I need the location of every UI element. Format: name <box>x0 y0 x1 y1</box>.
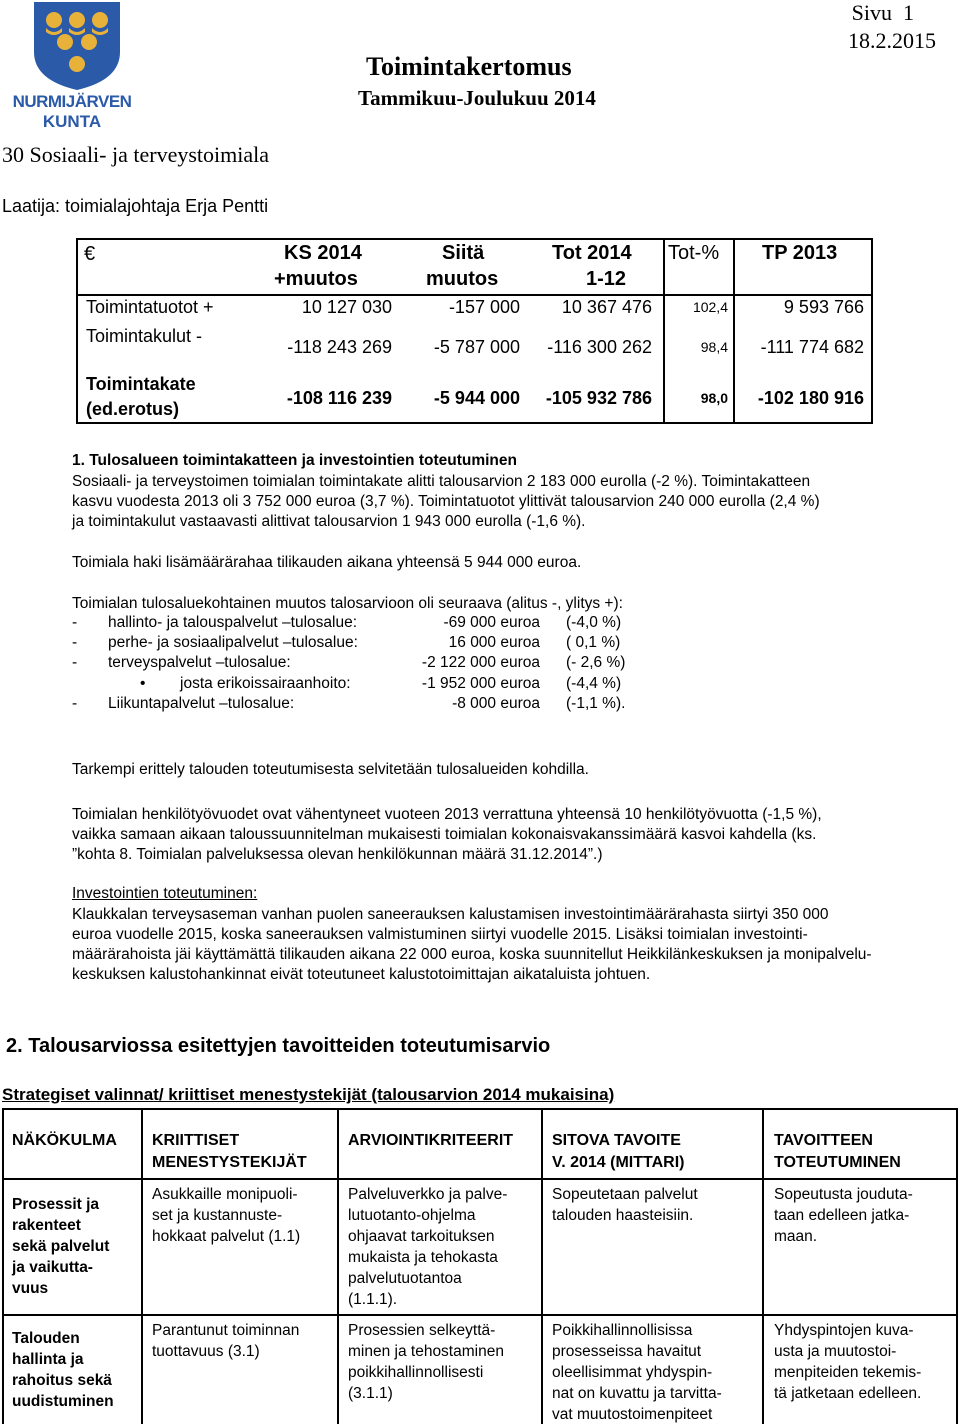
list-item-amount: 16 000 euroa <box>448 634 540 651</box>
cell-line: ohjaavat tarkoituksen <box>348 1228 495 1245</box>
table-cell <box>12 1328 114 1412</box>
author-line: Laatija: toimialajohtaja Erja Pentti <box>2 196 269 216</box>
cell-line: Prosessien selkeyttä- <box>348 1322 496 1339</box>
col-header-line: KRIITTISET <box>152 1132 240 1149</box>
list-item-label: perhe- ja sosiaalipalvelut –tulosalue: <box>108 634 358 651</box>
header-ks: KS 2014 <box>284 242 362 264</box>
table-cell <box>12 1194 109 1299</box>
cell-line: nat on kuvattu ja tarvitta- <box>552 1385 722 1402</box>
section1-p5-line1: Toimialan henkilötyövuodet ovat vähentyneet vuoteen 2013 verrattuna yhteensä 10 henkilötyövuotta (-1,5 %), <box>72 806 822 823</box>
cell-line: Prosessit ja <box>12 1196 100 1213</box>
cell-line: palvelutuotantoa <box>348 1270 462 1287</box>
section1-p1-line3: ja toimintakulut vastaavasti alittivat talousarvion 1 943 000 eurolla (-1,6 %). <box>72 513 586 530</box>
section1-p1-line2: kasvu vuodesta 2013 oli 3 752 000 euroa (3,7 %). Toimintatuotot ylittivät talousarvion 240 000 eurolla (2,4 %) <box>72 493 820 510</box>
list-item-amount: -2 122 000 euroa <box>421 654 540 671</box>
cell-line: Poikkihallinnollisissa <box>552 1322 693 1339</box>
section1-p2: Toimiala haki lisämäärärahaa tilikauden aikana yhteensä 5 944 000 euroa. <box>72 554 582 571</box>
list-item-dash: - <box>72 634 78 651</box>
cell-line: lutuotanto-ohjelma <box>348 1207 476 1224</box>
cell-line: prosesseissa havaitut <box>552 1343 702 1360</box>
cell-line: sekä palvelut <box>12 1238 110 1255</box>
list-item-pct: (-1,1 %). <box>566 695 626 712</box>
row-ks: -118 243 269 <box>287 337 392 357</box>
list-item-label: hallinto- ja talouspalvelut –tulosalue: <box>108 614 358 631</box>
row-siita: -5 787 000 <box>433 337 520 357</box>
list-item-dash: - <box>72 654 78 671</box>
col-header <box>348 1130 513 1152</box>
row-pct: 98,4 <box>700 339 728 355</box>
page-label: Sivu <box>851 0 892 25</box>
list-item-label: Liikuntapalvelut –tulosalue: <box>108 695 295 712</box>
cell-line: vuus <box>12 1280 49 1297</box>
cell-line: talouden haasteisiin. <box>552 1207 694 1224</box>
cell-line: Sopeutusta jouduta- <box>774 1186 913 1203</box>
list-item-pct: (- 2,6 %) <box>566 654 626 671</box>
report-date: 18.2.2015 <box>848 28 936 53</box>
cell-line: set ja kustannuste- <box>152 1207 283 1224</box>
cell-line: uudistuminen <box>12 1393 114 1410</box>
section1-p5-line2: vaikka samaan aikaan taloussuunnitelman mukaisesti toimialan kokonaisvakanssimäärä kasvoi kahdella (ks. <box>72 826 817 843</box>
col-header-line: TOTEUTUMINEN <box>774 1154 901 1171</box>
logo-text-name: NURMIJÄRVEN <box>12 92 132 111</box>
cell-line: Asukkaille monipuoli- <box>152 1186 298 1203</box>
row-ks: 10 127 030 <box>301 297 392 317</box>
cell-line: tuottavuus (3.1) <box>152 1343 260 1360</box>
row-pct: 102,4 <box>692 299 728 315</box>
list-item-amount: -1 952 000 euroa <box>421 675 540 692</box>
list-item-label: josta erikoissairaanhoito: <box>180 675 351 692</box>
row-ks: -108 116 239 <box>286 388 392 408</box>
list-item-pct: (-4,0 %) <box>566 614 622 631</box>
col-header <box>774 1130 901 1174</box>
header-tot: Tot 2014 <box>552 242 632 264</box>
strategic-heading: Strategiset valinnat/ kriittiset menestystekijät (talousarvion 2014 mukaisina) <box>2 1085 615 1104</box>
list-item-pct: ( 0,1 %) <box>566 634 621 651</box>
cell-line: minen ja tehostaminen <box>348 1343 504 1360</box>
col-header-line: TAVOITTEEN <box>774 1132 873 1149</box>
cell-line: taan edelleen jatka- <box>774 1207 910 1224</box>
logo-text-kunta: KUNTA <box>42 112 102 131</box>
cell-line: rahoitus sekä <box>12 1372 112 1389</box>
section1-p6-line2: euroa vuodelle 2015, koska saneerauksen valmistuminen siirtyi vuodelle 2015. Lisäksi toimialan investointi- <box>72 926 808 943</box>
page-title: Toimintakertomus <box>366 52 572 81</box>
cell-line: (3.1.1) <box>348 1385 393 1402</box>
col-header-line: MENESTYSTEKIJÄT <box>152 1154 307 1171</box>
municipality-logo <box>8 0 136 132</box>
list-item-dash: - <box>72 695 78 712</box>
cell-line: hallinta ja <box>12 1351 84 1368</box>
cell-line: ja vaikutta- <box>12 1259 93 1276</box>
section1-p3: Toimialan tulosaluekohtainen muutos talosarvioon oli seuraava (alitus -, ylitys +): <box>72 595 623 612</box>
header-ks-sub: +muutos <box>274 268 358 290</box>
col-header-line: NÄKÖKULMA <box>12 1132 117 1149</box>
cell-line: Sopeutetaan palvelut <box>552 1186 698 1203</box>
section1-heading: 1. Tulosalueen toimintakatteen ja investointien toteutuminen <box>72 452 517 469</box>
section1-p6-line1: Klaukkalan terveysaseman vanhan puolen saneerauksen kalustamisen investointimäärärahasta siirtyi 350 000 <box>72 906 829 923</box>
cell-line: usta ja muutostoi- <box>774 1343 897 1360</box>
table-cell <box>152 1320 299 1362</box>
cell-line: hokkaat palvelut (1.1) <box>152 1228 301 1245</box>
col-header-line: SITOVA TAVOITE <box>552 1132 681 1149</box>
header-tot-sub: 1-12 <box>586 268 627 290</box>
cell-line: poikkihallinnollisesti <box>348 1364 484 1381</box>
table-cell <box>774 1320 921 1404</box>
page-subtitle: Tammikuu-Joulukuu 2014 <box>358 86 596 110</box>
table-cell <box>552 1320 722 1425</box>
list-item-dash: - <box>72 614 78 631</box>
cell-line: (1.1.1). <box>348 1291 398 1308</box>
cell-line: Parantunut toiminnan <box>152 1322 300 1339</box>
col-header-line: V. 2014 (MITTARI) <box>552 1154 685 1171</box>
cell-line: menpiteiden tekemis- <box>774 1364 922 1381</box>
cell-line: rakenteet <box>12 1217 81 1234</box>
row-label: Toimintakulut - <box>86 326 203 346</box>
cell-line: tä jatketaan edelleen. <box>774 1385 922 1402</box>
list-item-pct: (-4,4 %) <box>566 675 622 692</box>
table-cell <box>152 1184 300 1247</box>
row-siita: -157 000 <box>448 297 520 317</box>
header-pct: Tot-% <box>668 242 720 264</box>
col-header <box>552 1130 684 1174</box>
list-item-label: terveyspalvelut –tulosalue: <box>108 654 291 671</box>
row-label: Toimintakate <box>86 374 196 394</box>
cell-line: oleellisimmat yhdyspin- <box>552 1364 713 1381</box>
investments-heading: Investointien toteutuminen: <box>72 885 258 902</box>
cell-line: Palveluverkko ja palve- <box>348 1186 508 1203</box>
row-label: Toimintatuotot + <box>86 297 214 317</box>
header-siita: Siitä <box>442 242 485 264</box>
page-indicator <box>852 0 914 26</box>
cell-line: Yhdyspintojen kuva- <box>774 1322 914 1339</box>
section1-p6-line4: keskuksen kalustohankinnat eivät toteutuneet kalustotoimittajan aikataluista johtuen. <box>72 966 651 983</box>
cell-line: Talouden <box>12 1330 80 1347</box>
col-header <box>152 1130 307 1174</box>
row-tp: -102 180 916 <box>757 388 864 408</box>
row-siita: -5 944 000 <box>433 388 520 408</box>
section1-p1-line1: Sosiaali- ja terveystoimen toimialan toimintakate alitti talousarvion 2 183 000 eurolla (-2 %). Toimintakatteen <box>72 473 811 490</box>
row-tp: -111 774 682 <box>760 337 864 357</box>
section1-p6-line3: määrärahoista jäi käyttämättä tilikauden aikana 22 000 euroa, koska suunnitellut Heikkilänkeskuksen ja monipalvelu- <box>72 946 872 963</box>
table-cell <box>552 1184 698 1226</box>
col-header <box>12 1130 117 1152</box>
list-item-amount: -69 000 euroa <box>443 614 540 631</box>
table-cell <box>348 1320 504 1404</box>
header-siita-sub: muutos <box>426 268 499 290</box>
section1-p4: Tarkempi erittely talouden toteutumisesta selvitetään tulosalueiden kohdilla. <box>72 761 589 778</box>
page-number: 1 <box>903 0 914 25</box>
cell-line: mukaista ja tehokasta <box>348 1249 498 1266</box>
row-tot: -116 300 262 <box>547 337 652 357</box>
row-tot: -105 932 786 <box>545 388 652 408</box>
table-cell <box>774 1184 913 1247</box>
section1-p5-line3: ”kohta 8. Toimialan palveluksessa olevan henkilökunnan määrä 31.12.2014”.) <box>72 846 603 863</box>
row-tp: 9 593 766 <box>783 297 864 317</box>
row-tot: 10 367 476 <box>561 297 652 317</box>
col-header-line: ARVIOINTIKRITEERIT <box>348 1132 514 1149</box>
coat-of-arms-icon <box>32 0 122 92</box>
list-item-bullet: • <box>140 675 146 692</box>
department-name: 30 Sosiaali- ja terveystoimiala <box>2 142 269 167</box>
row-label-sub: (ed.erotus) <box>86 399 180 419</box>
header-tp: TP 2013 <box>762 242 838 264</box>
table-cell <box>348 1184 507 1310</box>
section2-heading: 2. Talousarviossa esitettyjen tavoitteiden toteutumisarvio <box>6 1035 551 1057</box>
cell-line: vat muutostoimenpiteet <box>552 1406 713 1423</box>
currency-symbol: € <box>84 243 96 265</box>
row-pct: 98,0 <box>700 390 728 406</box>
cell-line: maan. <box>774 1228 818 1245</box>
list-item-amount: -8 000 euroa <box>452 695 540 712</box>
